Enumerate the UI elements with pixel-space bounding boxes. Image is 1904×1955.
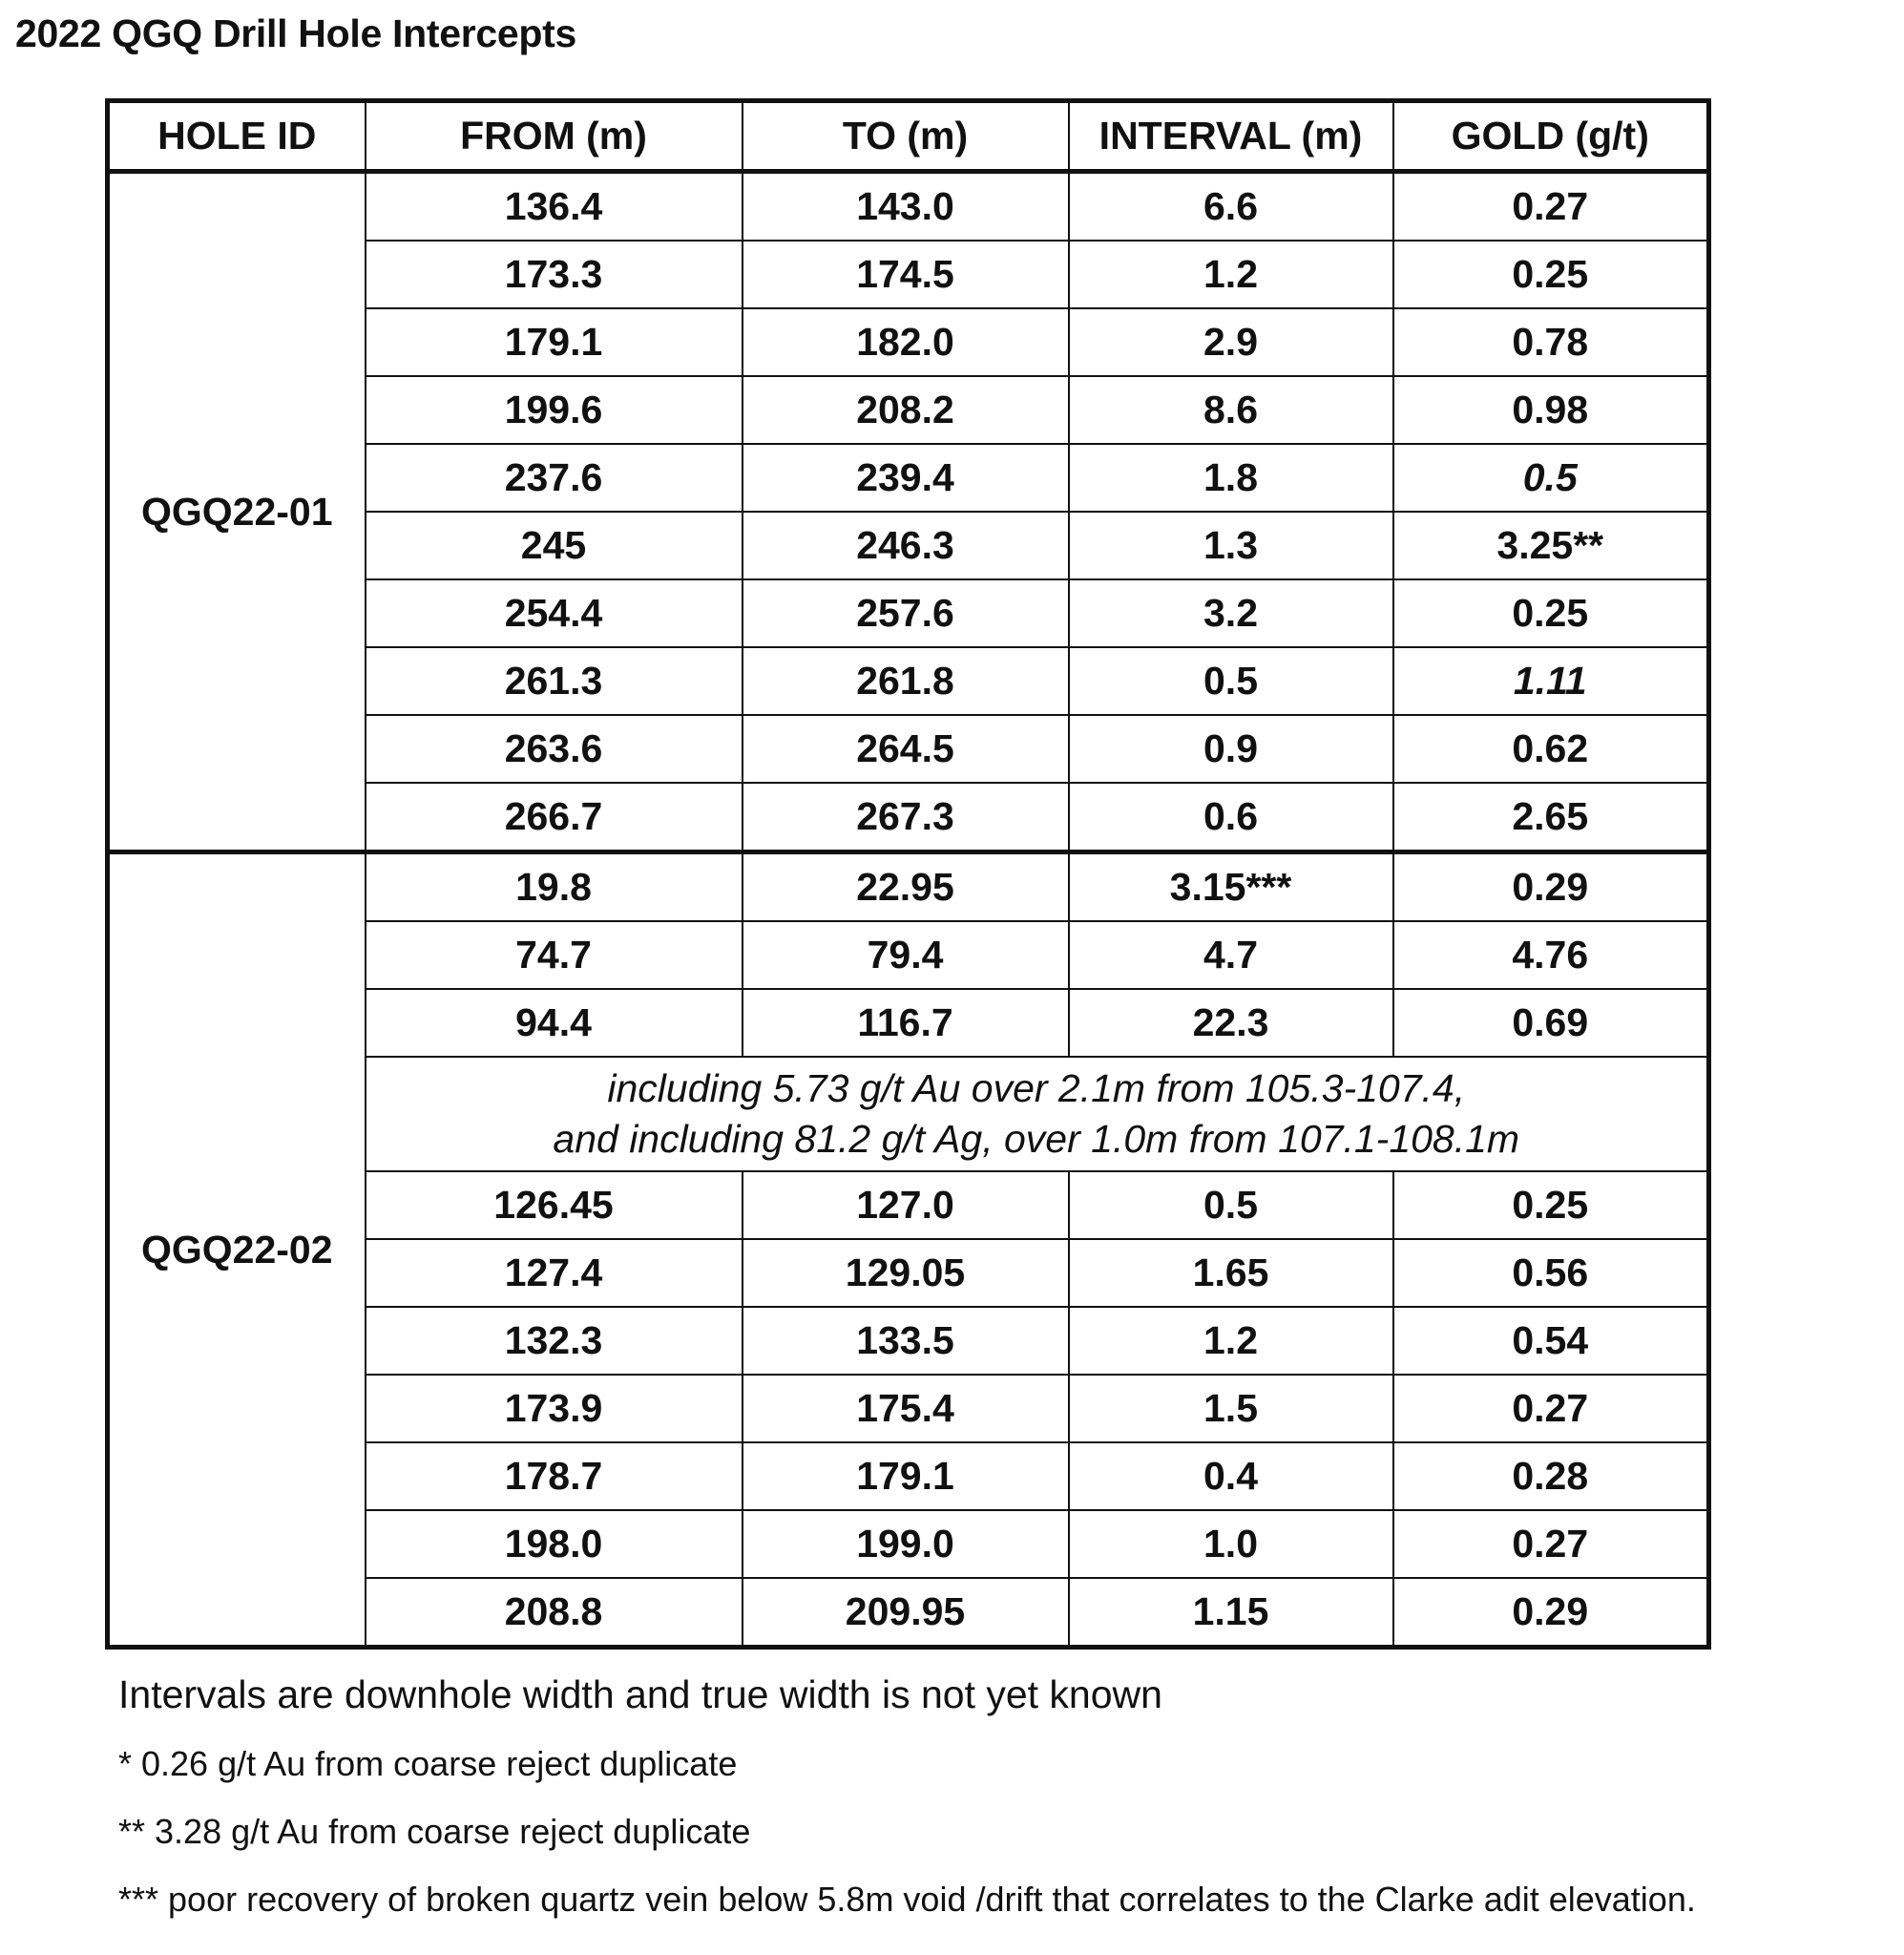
drill-intercepts-table: [105, 98, 1711, 1650]
to-cell: 175.4: [743, 1375, 1069, 1442]
gold-cell: 0.56: [1393, 1239, 1709, 1307]
page-title: 2022 QGQ Drill Hole Intercepts: [15, 11, 576, 55]
to-cell: 174.5: [743, 241, 1069, 308]
including-note-line: including 5.73 g/t Au over 2.1m from 105.3-107.4,: [607, 1066, 1466, 1110]
interval-cell: 0.9: [1069, 715, 1393, 783]
gold-cell: 0.27: [1393, 172, 1709, 242]
from-cell: 179.1: [366, 308, 743, 376]
from-cell: 178.7: [366, 1442, 743, 1510]
gold-cell: 3.25**: [1393, 512, 1709, 579]
gold-cell: 4.76: [1393, 921, 1709, 989]
to-cell: 199.0: [743, 1510, 1069, 1578]
column-header-from: FROM (m): [366, 101, 743, 172]
from-cell: 94.4: [366, 989, 743, 1057]
from-cell: 266.7: [366, 783, 743, 852]
interval-cell: 0.5: [1069, 1171, 1393, 1239]
gold-cell: 0.98: [1393, 376, 1709, 444]
to-cell: 143.0: [743, 172, 1069, 242]
gold-cell: 0.25: [1393, 579, 1709, 647]
interval-cell: 1.8: [1069, 444, 1393, 512]
footnote-triple-asterisk: *** poor recovery of broken quartz vein below 5.8m void /drift that correlates to the Clarke adit elevation.: [118, 1880, 1696, 1919]
column-header-to: TO (m): [743, 101, 1069, 172]
gold-cell: 0.78: [1393, 308, 1709, 376]
gold-cell: 0.54: [1393, 1307, 1709, 1375]
to-cell: 261.8: [743, 647, 1069, 715]
gold-cell: 0.69: [1393, 989, 1709, 1057]
to-cell: 129.05: [743, 1239, 1069, 1307]
footnote-double-asterisk: ** 3.28 g/t Au from coarse reject duplicate: [118, 1812, 751, 1851]
to-cell: 79.4: [743, 921, 1069, 989]
from-cell: 173.3: [366, 241, 743, 308]
from-cell: 245: [366, 512, 743, 579]
to-cell: 22.95: [743, 852, 1069, 922]
interval-cell: 8.6: [1069, 376, 1393, 444]
to-cell: 182.0: [743, 308, 1069, 376]
from-cell: 126.45: [366, 1171, 743, 1239]
from-cell: 127.4: [366, 1239, 743, 1307]
gold-cell: 0.5: [1393, 444, 1709, 512]
from-cell: 261.3: [366, 647, 743, 715]
from-cell: 263.6: [366, 715, 743, 783]
table-body: [108, 172, 1709, 1648]
interval-cell: 1.2: [1069, 1307, 1393, 1375]
interval-cell: 1.2: [1069, 241, 1393, 308]
from-cell: 237.6: [366, 444, 743, 512]
from-cell: 19.8: [366, 852, 743, 922]
from-cell: 136.4: [366, 172, 743, 242]
interval-cell: 4.7: [1069, 921, 1393, 989]
from-cell: 198.0: [366, 1510, 743, 1578]
interval-cell: 1.0: [1069, 1510, 1393, 1578]
from-cell: 132.3: [366, 1307, 743, 1375]
from-cell: 173.9: [366, 1375, 743, 1442]
to-cell: 239.4: [743, 444, 1069, 512]
including-note-cell: [366, 1057, 1709, 1171]
hole-id-cell: QGQ22-01: [108, 172, 366, 852]
to-cell: 264.5: [743, 715, 1069, 783]
from-cell: 254.4: [366, 579, 743, 647]
to-cell: 246.3: [743, 512, 1069, 579]
gold-cell: 0.25: [1393, 241, 1709, 308]
interval-cell: 0.4: [1069, 1442, 1393, 1510]
footnote-single-asterisk: * 0.26 g/t Au from coarse reject duplicate: [118, 1744, 738, 1783]
interval-cell: 1.15: [1069, 1578, 1393, 1648]
interval-cell: 1.3: [1069, 512, 1393, 579]
hole-id-cell: QGQ22-02: [108, 852, 366, 1648]
interval-cell: 0.5: [1069, 647, 1393, 715]
gold-cell: 0.27: [1393, 1375, 1709, 1442]
table-row: [108, 172, 1709, 242]
table-row: [108, 852, 1709, 922]
interval-cell: 0.6: [1069, 783, 1393, 852]
to-cell: 127.0: [743, 1171, 1069, 1239]
from-cell: 208.8: [366, 1578, 743, 1648]
to-cell: 208.2: [743, 376, 1069, 444]
interval-cell: 2.9: [1069, 308, 1393, 376]
from-cell: 74.7: [366, 921, 743, 989]
column-header-gold: GOLD (g/t): [1393, 101, 1709, 172]
interval-cell: 22.3: [1069, 989, 1393, 1057]
column-header-hole-id: HOLE ID: [108, 101, 366, 172]
to-cell: 209.95: [743, 1578, 1069, 1648]
interval-cell: 1.5: [1069, 1375, 1393, 1442]
header-row: [108, 101, 1709, 172]
to-cell: 133.5: [743, 1307, 1069, 1375]
gold-cell: 0.25: [1393, 1171, 1709, 1239]
gold-cell: 0.29: [1393, 852, 1709, 922]
gold-cell: 0.62: [1393, 715, 1709, 783]
gold-cell: 0.28: [1393, 1442, 1709, 1510]
to-cell: 267.3: [743, 783, 1069, 852]
column-header-interval: INTERVAL (m): [1069, 101, 1393, 172]
gold-cell: 0.29: [1393, 1578, 1709, 1648]
gold-cell: 0.27: [1393, 1510, 1709, 1578]
to-cell: 116.7: [743, 989, 1069, 1057]
from-cell: 199.6: [366, 376, 743, 444]
interval-cell: 3.15***: [1069, 852, 1393, 922]
to-cell: 179.1: [743, 1442, 1069, 1510]
to-cell: 257.6: [743, 579, 1069, 647]
footnote-intervals: Intervals are downhole width and true width is not yet known: [118, 1672, 1162, 1716]
interval-cell: 1.65: [1069, 1239, 1393, 1307]
interval-cell: 3.2: [1069, 579, 1393, 647]
including-note-line: and including 81.2 g/t Ag, over 1.0m from 107.1-108.1m: [553, 1117, 1520, 1161]
gold-cell: 1.11: [1393, 647, 1709, 715]
interval-cell: 6.6: [1069, 172, 1393, 242]
gold-cell: 2.65: [1393, 783, 1709, 852]
